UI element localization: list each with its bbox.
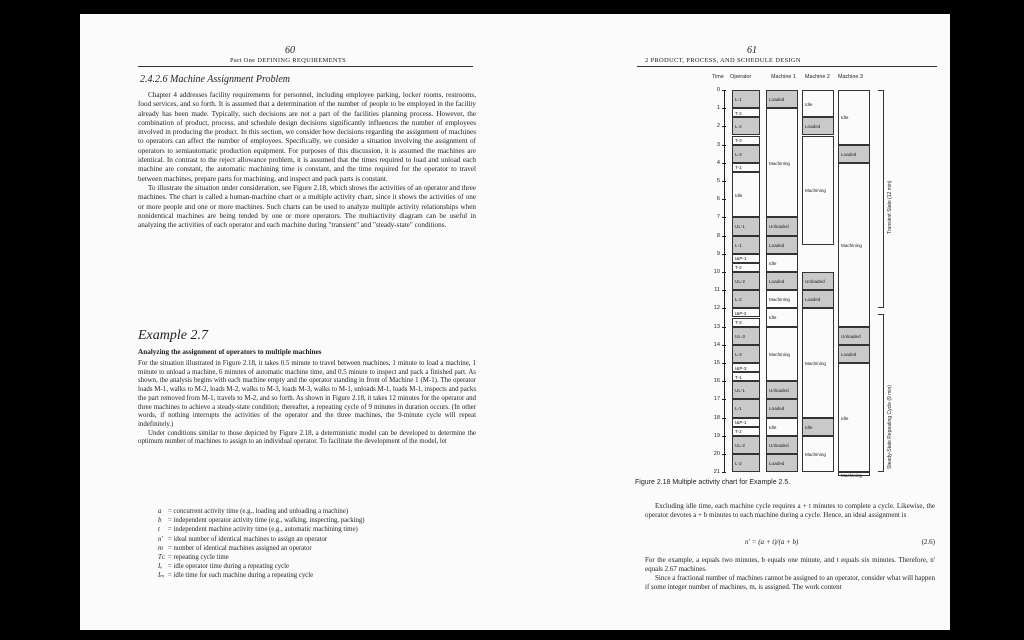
activity-label: Loaded <box>769 461 785 467</box>
time-tick-mark <box>722 363 726 364</box>
definition-text: = ideal number of identical machines to assign an operator <box>168 535 328 543</box>
activity-label: T-2 <box>735 265 742 271</box>
paragraph-4: Under conditions similar to those depicted by Figure 2.18, a deterministic model can be developed to determine the optimum number of machines to assign to an individual operator. To facilitate the development of the model, let <box>138 429 476 446</box>
time-tick-label: 19 <box>713 432 720 439</box>
activity-label: L-3 <box>735 151 742 157</box>
activity-label: UL-2 <box>735 279 745 285</box>
operator-activity <box>732 272 760 290</box>
definition-text: = idle time for each machine during a repeating cycle <box>168 572 314 580</box>
activity-label: Unloaded <box>805 279 825 285</box>
time-tick-mark <box>722 472 726 473</box>
machine-1-activity <box>766 454 798 472</box>
machine-1-activity <box>766 272 798 290</box>
col-header-time: Time <box>712 74 724 80</box>
operator-activity <box>732 345 760 363</box>
activity-label: Idle <box>805 101 813 107</box>
right-text-2 <box>645 556 935 592</box>
time-tick-mark <box>722 399 726 400</box>
header-rule-left <box>138 66 473 67</box>
time-tick-mark <box>722 181 726 182</box>
activity-label: I&P-1 <box>735 256 747 262</box>
definition-symbol: Iₒ <box>158 563 163 571</box>
time-tick-label: 17 <box>713 396 720 403</box>
activity-label: L-3 <box>735 351 742 357</box>
machine-1-activity <box>766 108 798 217</box>
time-axis <box>724 90 725 472</box>
activity-label: I&P-1 <box>735 420 747 426</box>
time-tick-mark <box>722 418 726 419</box>
left-page <box>80 14 515 630</box>
activity-label: Loaded <box>769 97 785 103</box>
figure-caption: Figure 2.18 Multiple activity chart for Example 2.5. <box>635 479 791 486</box>
operator-activity <box>732 108 760 117</box>
time-tick-mark <box>722 108 726 109</box>
machine-3-activity <box>838 163 870 327</box>
machine-3-activity <box>838 472 870 479</box>
operator-activity <box>732 372 760 381</box>
machine-2-activity <box>802 308 834 417</box>
time-tick-label: 20 <box>713 451 720 457</box>
right-paragraph-2: For the example, a equals two minutes, b equals one minute, and t equals six minutes. Therefore, n' equals 2.67 machines. <box>645 556 935 573</box>
operator-activity <box>732 145 760 163</box>
machine-2-activity <box>802 90 834 117</box>
definition-item <box>158 516 365 525</box>
activity-label: Idle <box>769 260 777 266</box>
time-tick-mark <box>722 308 726 309</box>
operator-activity <box>732 308 760 317</box>
operator-activity <box>732 217 760 235</box>
activity-label: Machining <box>805 360 826 366</box>
section-title: 2.4.2.6 Machine Assignment Problem <box>140 74 290 85</box>
definition-text: = repeating cycle time <box>168 554 229 562</box>
definition-item <box>158 562 365 571</box>
operator-activity <box>732 327 760 345</box>
activity-label: Machining <box>841 242 862 248</box>
activity-label: Idle <box>841 415 849 421</box>
paragraph-2: To illustrate the situation under consideration, see Figure 2.18, which shows the activities of an operator and three machines. The chart is called a human-machine chart or a multiple activity chart, since it shows the activities of one or more people and one or more machines. Such charts can be used to analyze multiple activity relationships when nonidentical machines are being tended by one or more operators. The multiactivity diagram can be useful in analyzing the activities of each operator and each machine during "transient" and "steady-state" conditions. <box>138 183 476 230</box>
machine-1-activity <box>766 308 798 326</box>
time-tick-mark <box>722 90 726 91</box>
activity-label: Machining <box>805 188 826 194</box>
right-text-1 <box>645 502 935 520</box>
activity-label: Idle <box>805 424 813 430</box>
example-subtitle: Analyzing the assignment of operators to multiple machines <box>138 348 322 356</box>
activity-label: UL-1 <box>735 224 745 230</box>
activity-label: T-3 <box>735 320 742 326</box>
definition-text: = concurrent activity time (e.g., loading and unloading a machine) <box>168 508 349 515</box>
activity-label: Loaded <box>769 279 785 285</box>
time-tick-mark <box>722 126 726 127</box>
equation: n' = (a + t)/(a + b) <box>745 538 799 546</box>
example-title: Example 2.7 <box>138 328 208 343</box>
transient-state-label: Transient State (12 min) <box>887 180 893 234</box>
activity-label: Machining <box>841 473 862 479</box>
time-tick-label: 3 <box>716 141 720 148</box>
definition-symbol: Tᴄ <box>158 554 165 562</box>
activity-label: T-3 <box>735 138 742 144</box>
time-tick-label: 9 <box>716 250 720 257</box>
definition-item <box>158 535 365 544</box>
running-head-left: Part One DEFINING REQUIREMENTS <box>230 57 347 64</box>
definition-symbol: m <box>158 544 163 552</box>
machine-3-activity <box>838 145 870 163</box>
activity-label: UL-1 <box>735 388 745 394</box>
activity-label: Unloaded <box>841 333 861 339</box>
header-rule-right <box>637 66 937 67</box>
definition-text: = idle operator time during a repeating cycle <box>168 563 290 571</box>
time-tick-mark <box>722 145 726 146</box>
activity-label: T-2 <box>735 110 742 116</box>
time-tick-label: 14 <box>713 341 720 348</box>
activity-label: Idle <box>769 315 777 321</box>
definition-symbol: a <box>158 508 162 515</box>
right-paragraph-3: Since a fractional number of machines cannot be assigned to an operator, consider what will happen if some integer number of machines, m, is assigned. The work content <box>645 574 936 591</box>
definition-item <box>158 553 365 562</box>
multiple-activity-chart <box>710 74 900 484</box>
activity-label: I&P-2 <box>735 310 747 316</box>
time-tick-label: 2 <box>716 123 720 130</box>
time-tick-mark <box>722 254 726 255</box>
time-tick-mark <box>722 272 726 273</box>
activity-label: Idle <box>735 192 743 198</box>
activity-label: Machining <box>805 451 826 457</box>
operator-activity <box>732 427 760 436</box>
machine-1-activity <box>766 381 798 399</box>
time-tick-label: 0 <box>716 87 720 93</box>
activity-label: Machining <box>769 160 790 166</box>
time-tick-label: 4 <box>716 159 720 166</box>
activity-label: T-1 <box>735 374 742 380</box>
machine-3-activity <box>838 345 870 363</box>
machine-1-activity <box>766 254 798 272</box>
machine-2-activity <box>802 136 834 245</box>
definitions-list <box>158 507 365 581</box>
machine-2-activity <box>802 436 834 472</box>
activity-label: Unloaded <box>769 442 789 448</box>
time-tick-label: 10 <box>713 269 720 275</box>
activity-label: I&P-3 <box>735 365 747 371</box>
activity-label: Loaded <box>769 406 785 412</box>
operator-activity <box>732 290 760 308</box>
activity-label: Machining <box>769 351 790 357</box>
time-tick-label: 13 <box>713 323 720 330</box>
operator-activity <box>732 117 760 135</box>
running-head-right: 2 PRODUCT, PROCESS, AND SCHEDULE DESIGN <box>645 57 801 64</box>
steady-state-label: Steady-State Repeating Cycle (9 min) <box>887 385 893 469</box>
time-tick-label: 12 <box>713 305 720 312</box>
activity-label: Unloaded <box>769 388 789 394</box>
definition-symbol: t <box>158 526 160 534</box>
time-tick-label: 8 <box>716 232 720 239</box>
machine-1-activity <box>766 327 798 382</box>
time-tick-mark <box>722 345 726 346</box>
machine-2-activity <box>802 290 834 308</box>
machine-2-activity <box>802 117 834 135</box>
activity-label: L-2 <box>735 297 742 303</box>
definition-item <box>158 525 365 534</box>
definition-text: = independent machine activity time (e.g., automatic machining time) <box>168 526 358 534</box>
activity-label: Loaded <box>805 124 821 130</box>
time-tick-label: 1 <box>716 105 720 112</box>
right-page <box>515 14 950 630</box>
machine-2-activity <box>802 272 834 290</box>
col-header-machine-1: Machine 1 <box>771 74 796 80</box>
machine-3-activity <box>838 90 870 145</box>
paragraph-1: Chapter 4 addresses facility requirements for personnel, including employee parking, locker rooms, restrooms, food services, and so forth. It is assumed that a determination of the number of people to be employed in the facility already has been made. Typically, such decisions are not a part of the facilities planning process. However, the combination of product, process, and schedule design decisions significantly influences the number of employees involved in producing the product. In this section, we consider how decisions regarding the assignment of machines to operators can affect the number of employees. Specifically, we consider a situation involving the assignment of operators to semiautomatic production equipment. For purposes of this discussion, it is assumed the machines are identical. In contrast to the reject allowance problem, it is assumed that the times required to load and unload each machine are constant, the automatic machining time is constant, and the time required for the operator to travel between machines, prepare parts for machining, and inspect and pack parts is constant. <box>138 91 476 183</box>
machine-2-activity <box>802 418 834 436</box>
operator-activity <box>732 454 760 472</box>
time-tick-mark <box>722 454 726 455</box>
definition-item <box>158 571 365 580</box>
time-tick-mark <box>722 436 726 437</box>
time-tick-label: 6 <box>716 196 720 203</box>
time-tick-label: 5 <box>716 178 720 184</box>
activity-label: T-1 <box>735 165 742 171</box>
operator-activity <box>732 436 760 454</box>
definition-text: = independent operator activity time (e.g., walking, inspecting, packing) <box>168 517 365 525</box>
activity-label: Idle <box>841 115 849 121</box>
definition-symbol: b <box>158 517 162 525</box>
activity-label: Loaded <box>769 242 785 248</box>
time-tick-label: 15 <box>713 360 720 366</box>
transient-bracket <box>878 90 884 308</box>
time-tick-mark <box>722 290 726 291</box>
definition-item <box>158 507 365 516</box>
operator-activity <box>732 172 760 218</box>
time-tick-label: 21 <box>713 469 720 476</box>
right-paragraph-1: Excluding idle time, each machine cycle requires a + t minutes to complete a cycle. Likewise, the operator devotes a + b minutes to each machine during a cycle. Hence, an ideal assignment is <box>645 502 935 519</box>
activity-label: Loaded <box>841 351 857 357</box>
activity-label: T-2 <box>735 429 742 435</box>
activity-label: L-2 <box>735 461 742 467</box>
activity-label: L-1 <box>735 406 742 412</box>
operator-activity <box>732 418 760 427</box>
page-number-left: 60 <box>285 45 295 56</box>
time-tick-label: 11 <box>714 287 720 294</box>
operator-activity <box>732 163 760 172</box>
activity-label: Loaded <box>841 151 857 157</box>
machine-3-activity <box>838 363 870 472</box>
definition-item <box>158 544 365 553</box>
operator-activity <box>732 90 760 108</box>
operator-activity <box>732 254 760 263</box>
activity-label: L-1 <box>735 97 742 103</box>
time-tick-mark <box>722 163 726 164</box>
col-header-machine-2: Machine 2 <box>805 74 830 80</box>
col-header-machine-3: Machine 3 <box>838 74 863 80</box>
activity-label: L-1 <box>735 242 742 248</box>
machine-1-activity <box>766 236 798 254</box>
activity-label: Loaded <box>805 297 821 303</box>
machine-1-activity <box>766 399 798 417</box>
time-tick-label: 16 <box>713 378 720 385</box>
operator-activity <box>732 363 760 372</box>
time-tick-mark <box>722 199 726 200</box>
machine-1-activity <box>766 290 798 308</box>
example-text <box>138 360 476 447</box>
time-tick-label: 7 <box>716 214 720 221</box>
machine-1-activity <box>766 90 798 108</box>
activity-label: UL-3 <box>735 333 745 339</box>
machine-1-activity <box>766 217 798 235</box>
operator-activity <box>732 318 760 327</box>
definition-symbol: Iₘ <box>158 572 165 580</box>
activity-label: L-2 <box>735 124 742 130</box>
operator-activity <box>732 381 760 399</box>
steady-bracket <box>878 314 884 472</box>
machine-1-activity <box>766 418 798 436</box>
time-tick-mark <box>722 327 726 328</box>
machine-1-activity <box>766 436 798 454</box>
page-number-right: 61 <box>747 45 757 56</box>
time-tick-mark <box>722 217 726 218</box>
machine-3-activity <box>838 327 870 345</box>
col-header-operator: Operator <box>730 74 752 80</box>
definition-symbol: n' <box>158 535 163 543</box>
definition-text: = number of identical machines assigned an operator <box>168 544 312 552</box>
intro-text <box>138 91 476 230</box>
time-tick-mark <box>722 381 726 382</box>
time-tick-label: 18 <box>713 414 720 421</box>
activity-label: Idle <box>769 424 777 430</box>
operator-activity <box>732 399 760 417</box>
operator-activity <box>732 236 760 254</box>
book-spread <box>80 14 950 630</box>
activity-label: Machining <box>769 297 790 303</box>
equation-number: (2.6) <box>921 538 935 546</box>
activity-label: UL-2 <box>735 442 745 448</box>
operator-activity <box>732 136 760 145</box>
activity-label: Unloaded <box>769 224 789 230</box>
time-tick-mark <box>722 236 726 237</box>
operator-activity <box>732 263 760 272</box>
paragraph-3: For the situation illustrated in Figure 2.18, it takes 0.5 minute to travel between machines, 1 minute to load a machine, 1 minute to unload a machine, 6 minutes of automatic machine time, and 0.5 minute to inspect and pack a finished part. As shown, the analysis begins with each machine empty and the operator standing in front of Machine 1 (M-1). The operator loads M-1, walks to M-2, loads M-2, walks to M-3, loads M-3, walks to M-1, unloads M-1, loads M-1, inspects and packs the part removed from M-1, travels to M-2, and so forth. As shown in Figure 2.18, it takes 12 minutes for the operator and three machines to achieve a steady-state condition; thereafter, a repeating cycle of 9 minutes in duration occurs. (In other words, if nothing interrupts the activities of the operator and the three machines, the 9-minute cycle will repeat indefinitely.) <box>138 360 476 428</box>
